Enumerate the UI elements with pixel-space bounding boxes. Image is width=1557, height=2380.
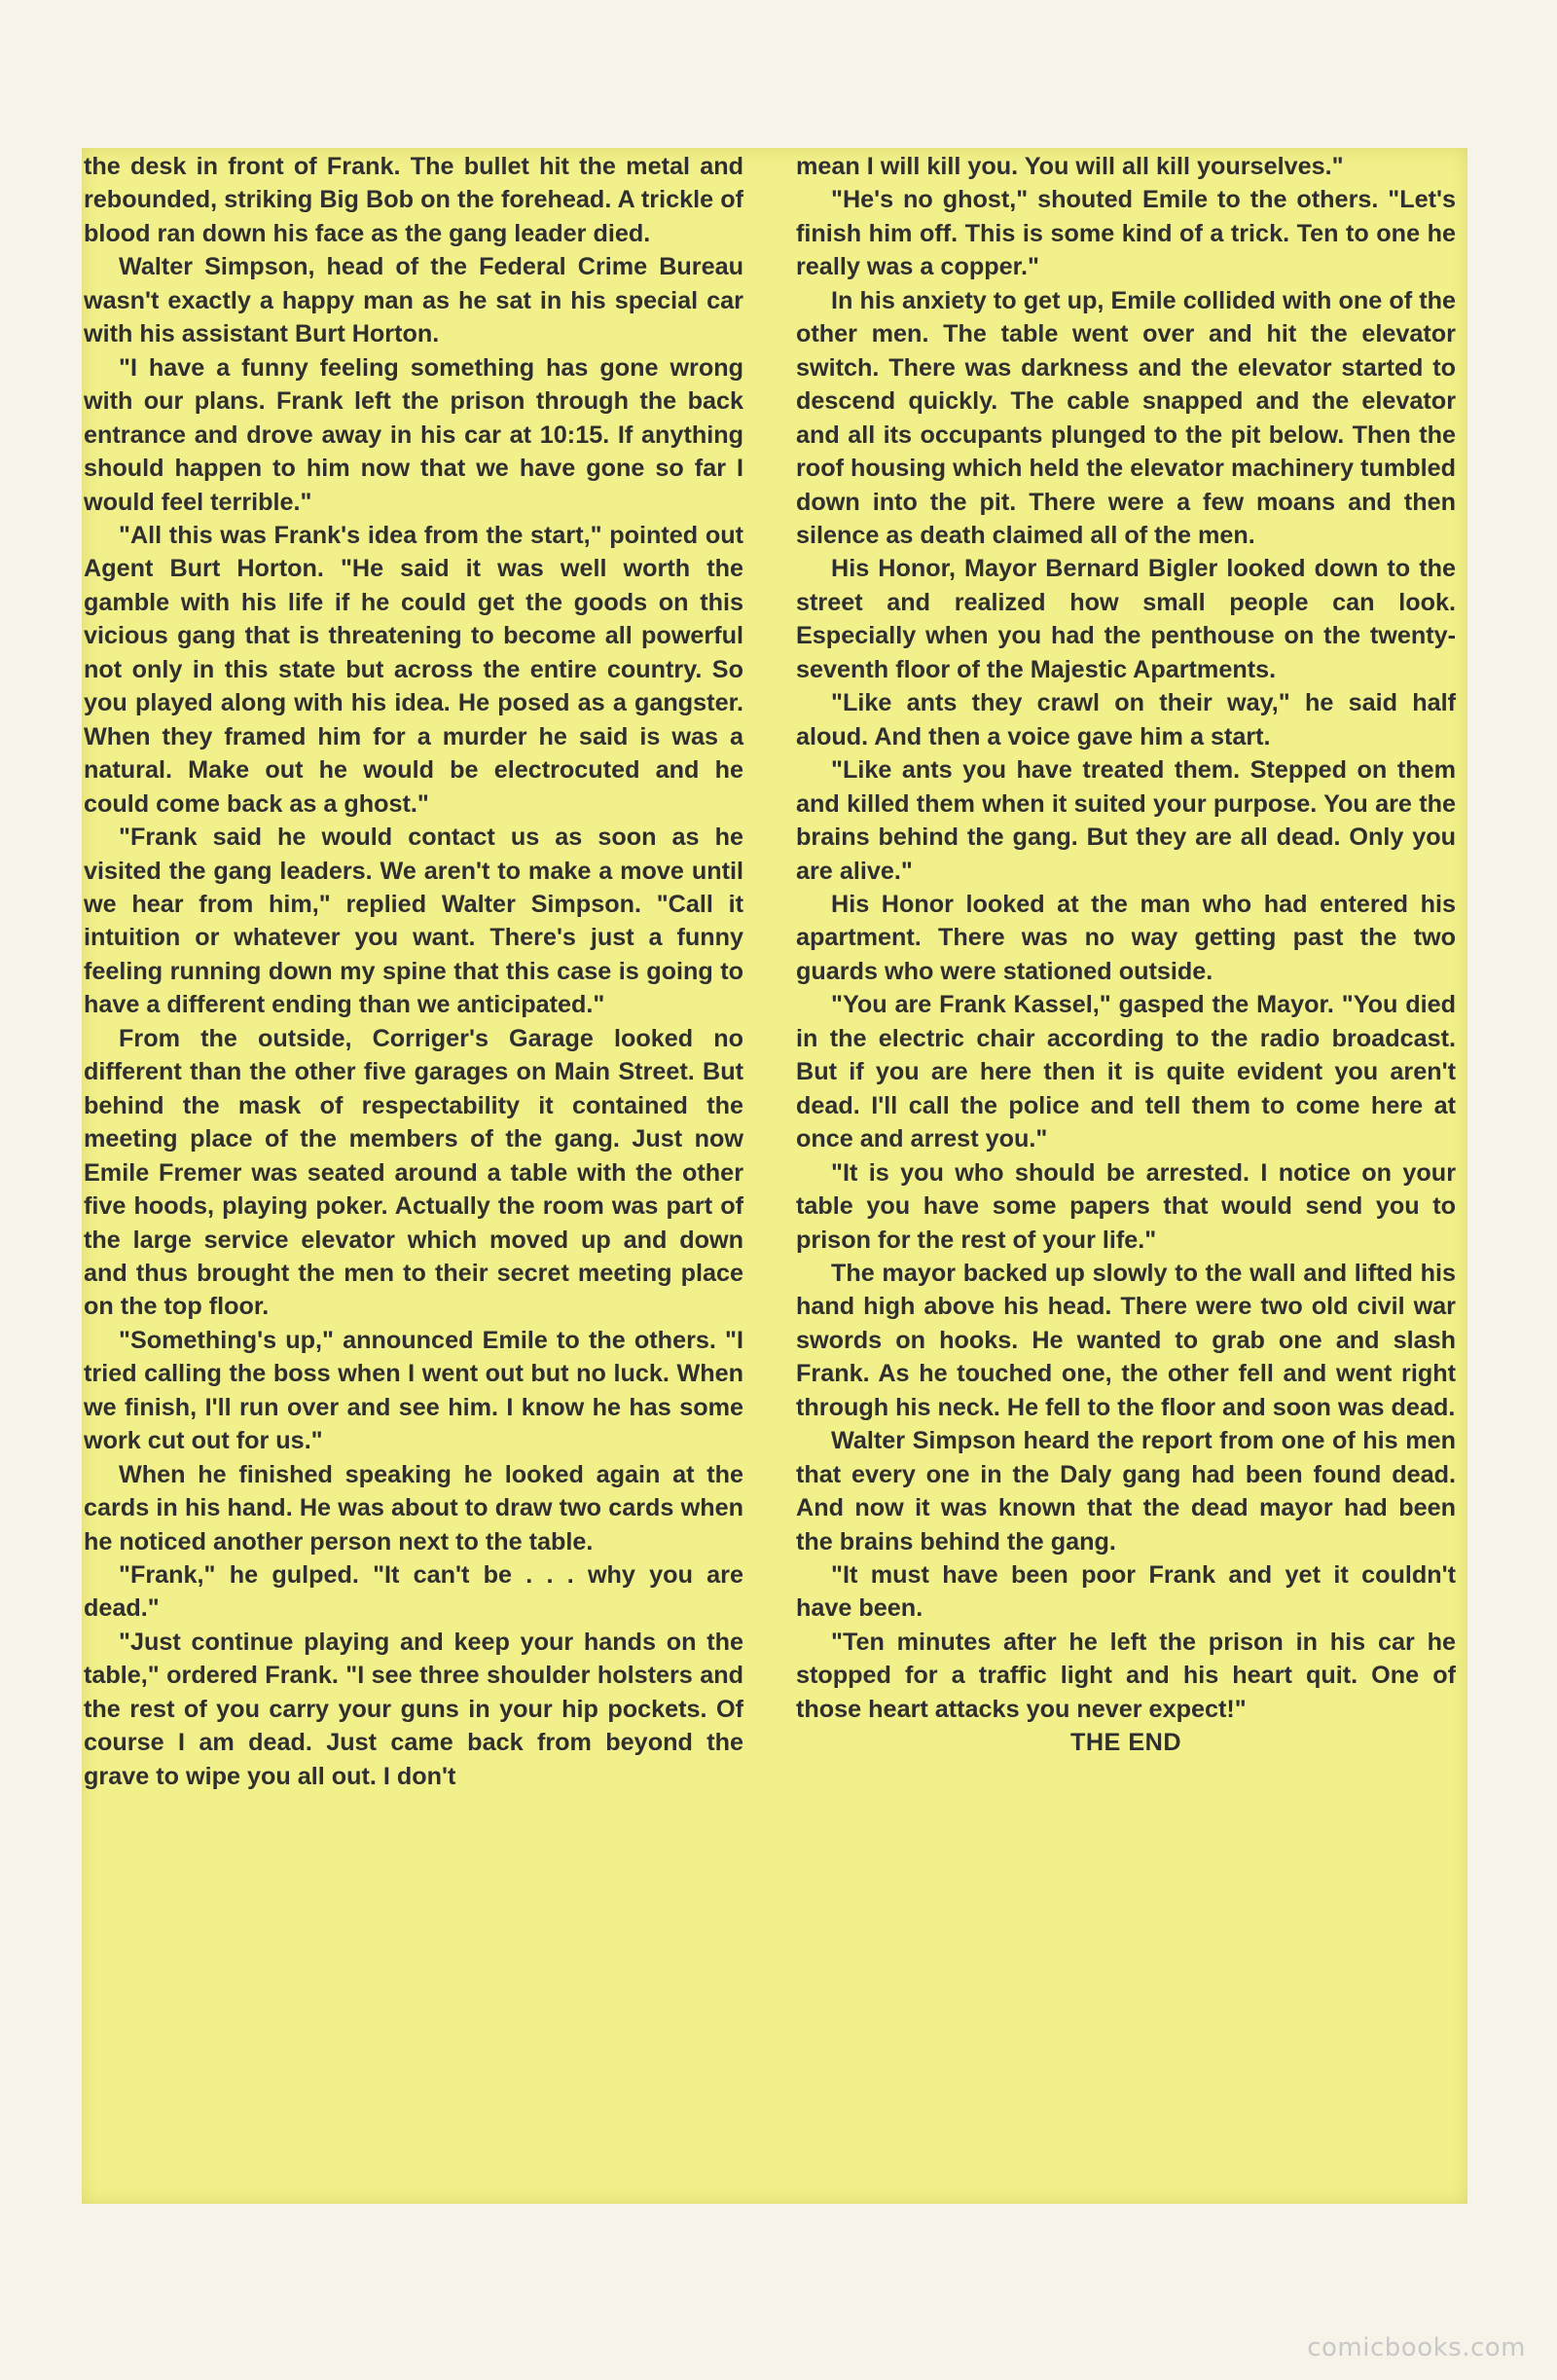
story-paragraph: His Honor, Mayor Bernard Bigler looked down to the street and realized how small people can look. Especially when you had the penthouse on the twenty-seventh floor of the Majestic Apartments. — [796, 555, 1456, 683]
story-paragraph: "Something's up," announced Emile to the others. "I tried calling the boss when I went out but no luck. When we finish, I'll run over and see him. I know he has some work cut out for us." — [84, 1326, 743, 1455]
story-paragraph: In his anxiety to get up, Emile collided with one of the other men. The table went over and hit the elevator switch. There was darkness and the elevator started to descend quickly. The cable snapped and the elevator and all its occupants plunged to the pit below. Then the roof housing which held the elevator machinery tumbled down into the pit. There were a few moans and then silence as death claimed all of the men. — [796, 286, 1456, 549]
story-paragraph: When he finished speaking he looked again at the cards in his hand. He was about to draw two cards when he noticed another person next to the table. — [84, 1460, 743, 1556]
story-paragraph: "Just continue playing and keep your hands on the table," ordered Frank. "I see three shoulder holsters and the rest of you carry your guns in your hip pockets. Of course I am dead. Just came back from beyond the grave to wipe you all out. I don't — [84, 1628, 743, 1790]
story-paragraph: The mayor backed up slowly to the wall and lifted his hand high above his head. There were two old civil war swords on hooks. He wanted to grab one and slash Frank. As he touched one, the other fell and went right through his neck. He fell to the floor and soon was dead. — [796, 1259, 1456, 1421]
story-paragraph: Walter Simpson heard the report from one of his men that every one in the Daly gang had been found dead. And now it was known that the dead mayor had been the brains behind the gang. — [796, 1427, 1456, 1556]
site-watermark: comicbooks.com — [1307, 2333, 1526, 2362]
story-paragraph: "Frank," he gulped. "It can't be . . . why you are dead." — [84, 1561, 743, 1623]
story-paragraph: "You are Frank Kassel," gasped the Mayor. "You died in the electric chair according to the radio broadcast. But if you are here then it is quite evident you aren't dead. I'll call the police and tell them to come here at once and arrest you." — [796, 991, 1456, 1153]
story-paragraph: "He's no ghost," shouted Emile to the others. "Let's finish him off. This is some kind of a trick. Ten to one he really was a copper." — [796, 186, 1456, 281]
story-paragraph: "All this was Frank's idea from the start," pointed out Agent Burt Horton. "He said it was well worth the gamble with his life if he could get the goods on this vicious gang that is threatening to become all powerful not only in this state but across the entire country. So you played along with his idea. He posed as a gangster. When they framed him for a murder he said is was a natural. Make out he would be electrocuted and he could come back as a ghost." — [84, 521, 743, 818]
story-paragraph: "Like ants you have treated them. Stepped on them and killed them when it suited your purpose. You are the brains behind the gang. But they are all dead. Only you are alive." — [796, 756, 1456, 885]
story-paragraph: Walter Simpson, head of the Federal Crime Bureau wasn't exactly a happy man as he sat in his special car with his assistant Burt Horton. — [84, 253, 743, 348]
story-column-left — [84, 150, 743, 1793]
story-paragraph: His Honor looked at the man who had entered his apartment. There was no way getting past the two guards who were stationed outside. — [796, 890, 1456, 985]
story-paragraph: "Frank said he would contact us as soon as he visited the gang leaders. We aren't to make a move until we hear from him," replied Walter Simpson. "Call it intuition or whatever you want. There's just a funny feeling running down my spine that this case is going to have a different ending than we anticipated." — [84, 824, 743, 1019]
story-paragraph: "I have a funny feeling something has gone wrong with our plans. Frank left the prison through the back entrance and drove away in his car at 10:15. If anything should happen to him now that we have gone so far I would feel terrible." — [84, 353, 743, 516]
story-paragraph: the desk in front of Frank. The bullet hit the metal and rebounded, striking Big Bob on the forehead. A trickle of blood ran down his face as the gang leader died. — [84, 153, 743, 247]
story-paragraph: "Like ants they crawl on their way," he said half aloud. And then a voice gave him a start. — [796, 689, 1456, 751]
story-paragraph: From the outside, Corriger's Garage looked no different than the other five garages on Main Street. But behind the mask of respectability it contained the meeting place of the members of the gang. Just now Emile Fremer was seated around a table with the other five hoods, playing poker. Actually the room was part of the large service elevator which moved up and down and thus brought the men to their secret meeting place on the top floor. — [84, 1024, 743, 1321]
story-paragraph: "Ten minutes after he left the prison in his car he stopped for a traffic light and his heart quit. One of those heart attacks you never expect!" — [796, 1628, 1456, 1723]
story-paragraph: "It is you who should be arrested. I notice on your table you have some papers that would send you to prison for the rest of your life." — [796, 1158, 1456, 1254]
story-paragraph: "It must have been poor Frank and yet it couldn't have been. — [796, 1561, 1456, 1623]
the-end-label: THE END — [1069, 1729, 1182, 1757]
story-paragraph: mean I will kill you. You will all kill yourselves." — [796, 153, 1344, 180]
story-column-right — [796, 150, 1456, 1760]
